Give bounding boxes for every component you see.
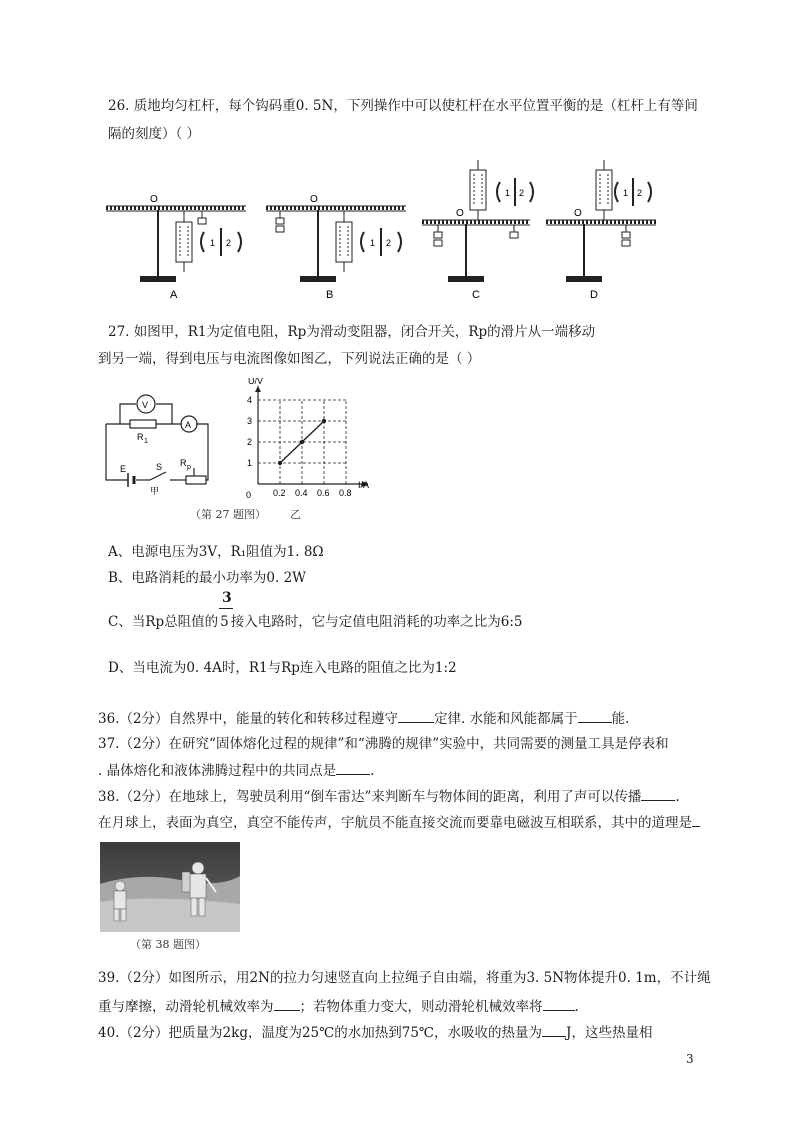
option-b-label: B xyxy=(326,289,334,301)
q36-post: 能. xyxy=(611,711,630,727)
q36-pre: 36.（2分）自然界中，能量的转化和转移过程遵守 xyxy=(98,711,399,727)
q38-line1-pre: 38.（2分）在地球上，驾驶员利用“倒车雷达”来判断车与物体间的距离，利用了声可以传播 xyxy=(98,789,642,805)
pivot-label-b: O xyxy=(310,194,318,205)
lever-figure-b xyxy=(266,194,406,301)
q27-option-c xyxy=(108,612,522,632)
q27-line2: 到另一端，得到电压与电流图像如图乙，下列说法正确的是（ ） xyxy=(98,351,481,367)
ammeter-label: A xyxy=(185,420,192,430)
q40-line xyxy=(98,1022,652,1043)
fraction-numerator: 3 xyxy=(222,590,232,606)
option-c-label: C xyxy=(472,289,480,301)
q38-blank-1[interactable] xyxy=(641,786,675,801)
q40-pre: 40.（2分）把质量为2kg，温度为25℃的水加热到75℃，水吸收的热量为 xyxy=(98,1025,543,1041)
q38-line2 xyxy=(98,812,700,833)
lever-figure-c xyxy=(422,160,533,301)
q39-line1: 39.（2分）如图所示，用2N的拉力匀速竖直向上拉绳子自由端，将重为3. 5N物体提升0. 1m，不计绳 xyxy=(98,970,711,986)
q36-blank-2[interactable] xyxy=(578,708,612,723)
option-a-label: A xyxy=(170,289,178,301)
q40-post: J，这些热量相 xyxy=(566,1025,653,1041)
y-tick-label-2: 3 xyxy=(247,416,253,426)
fraction-denominator: 5 xyxy=(220,614,229,630)
rp-subscript: p xyxy=(187,464,191,471)
q39-line2-post: . xyxy=(574,999,579,1015)
svg-text:2: 2 xyxy=(386,238,392,248)
battery-label: E xyxy=(120,464,127,474)
data-point-1 xyxy=(300,440,304,444)
pivot-label-a: O xyxy=(150,194,158,205)
x-tick-label-2: 0.6 xyxy=(317,488,330,498)
q39-blank-1[interactable] xyxy=(274,996,300,1011)
svg-text:2: 2 xyxy=(226,238,232,248)
q27-option-b: B、电路消耗的最小功率为0. 2W xyxy=(108,570,307,586)
lever-figures xyxy=(100,160,700,306)
q36-line xyxy=(98,708,629,729)
figure-27-caption: （第 27 题图） xyxy=(190,508,266,521)
data-point-2 xyxy=(322,419,326,423)
x-axis-label: I/A xyxy=(358,480,370,490)
voltmeter-label: V xyxy=(142,400,149,410)
q38-line2-text: 在月球上，表面为真空，真空不能传声，宇航员不能直接交流而要靠电磁波互相联系，其中的道理是 xyxy=(98,815,692,831)
q39-line2-mid: ；若物体重力变大，则动滑轮机械效率将 xyxy=(299,999,543,1015)
pivot-label-d: O xyxy=(574,208,582,219)
q37-line1: 37.（2分）在研究“固体熔化过程的规律”和“沸腾的规律”实验中，共同需要的测量工具是停表和 xyxy=(98,736,669,752)
svg-text:1: 1 xyxy=(210,238,216,248)
q27-line1: 27. 如图甲，R1为定值电阻，Rp为滑动变阻器，闭合开关，Rp的滑片从一端移动 xyxy=(108,324,596,340)
y-tick-label-0: 1 xyxy=(247,458,253,468)
svg-text:2: 2 xyxy=(637,188,643,198)
r1-subscript: 1 xyxy=(144,438,148,445)
q36-mid: 定律. 水能和风能都属于 xyxy=(434,711,578,727)
option-d-label: D xyxy=(590,289,598,301)
y-tick-label-3: 4 xyxy=(247,395,253,405)
q37-line2 xyxy=(98,760,374,781)
origin-label: 0 xyxy=(246,490,252,500)
graph-caption: 乙 xyxy=(290,508,301,521)
q37-blank[interactable] xyxy=(336,760,370,775)
x-tick-label-0: 0.2 xyxy=(273,488,286,498)
y-axis-label: U/V xyxy=(248,378,264,386)
switch-label: S xyxy=(156,462,163,472)
q27-option-d: D、当电流为0. 4A时，R1与Rp连入电路的阻值之比为1:2 xyxy=(108,660,457,676)
rp-label: R xyxy=(180,458,187,468)
svg-text:1: 1 xyxy=(370,238,376,248)
lever-figure-a xyxy=(106,194,246,301)
x-tick-label-3: 0.8 xyxy=(339,488,352,498)
circuit-caption: 甲 xyxy=(150,486,160,496)
q36-blank-1[interactable] xyxy=(398,708,434,723)
q26-line2: 隔的刻度）（ ） xyxy=(108,126,201,142)
option-c-suffix: 接入电路时，它与定值电阻消耗的功率之比为6:5 xyxy=(230,614,523,630)
q26-line1: 26. 质地均匀杠杆，每个钩码重0. 5N，下列操作中可以使杠杆在水平位置平衡的是（杠杆上有等间 xyxy=(108,98,698,114)
astronaut-photo xyxy=(100,842,240,932)
page-number: 3 xyxy=(686,1052,694,1066)
q39-line2-pre: 重与摩擦，动滑轮机械效率为 xyxy=(98,999,274,1015)
figure-38-caption: （第 38 题图） xyxy=(130,938,206,951)
pivot-label-c: O xyxy=(456,208,464,219)
q38-line1-post: . xyxy=(675,789,680,805)
data-point-0 xyxy=(278,461,282,465)
y-axis-arrow xyxy=(255,386,261,392)
svg-text:1: 1 xyxy=(505,188,511,198)
q38-line1 xyxy=(98,786,680,807)
q38-blank-2[interactable] xyxy=(692,812,700,827)
q37-line2-post: . xyxy=(370,763,375,779)
svg-text:2: 2 xyxy=(519,188,525,198)
q40-blank[interactable] xyxy=(542,1022,566,1037)
q39-blank-2[interactable] xyxy=(543,996,575,1011)
fraction-bar xyxy=(219,608,233,609)
option-c-prefix: C、当Rp总阻值的 xyxy=(108,614,219,630)
y-tick-label-1: 2 xyxy=(247,437,253,447)
circuit-diagram xyxy=(100,388,220,498)
q39-line2 xyxy=(98,996,579,1017)
svg-text:1: 1 xyxy=(623,188,629,198)
q37-line2-pre: . 晶体熔化和液体沸腾过程中的共同点是 xyxy=(98,763,337,779)
r1-label: R xyxy=(137,432,144,442)
x-tick-label-1: 0.4 xyxy=(295,488,308,498)
ui-graph xyxy=(222,378,372,508)
lever-figure-d xyxy=(546,160,656,301)
q27-option-a: A、电源电压为3V，R₁阻值为1. 8Ω xyxy=(108,544,324,560)
